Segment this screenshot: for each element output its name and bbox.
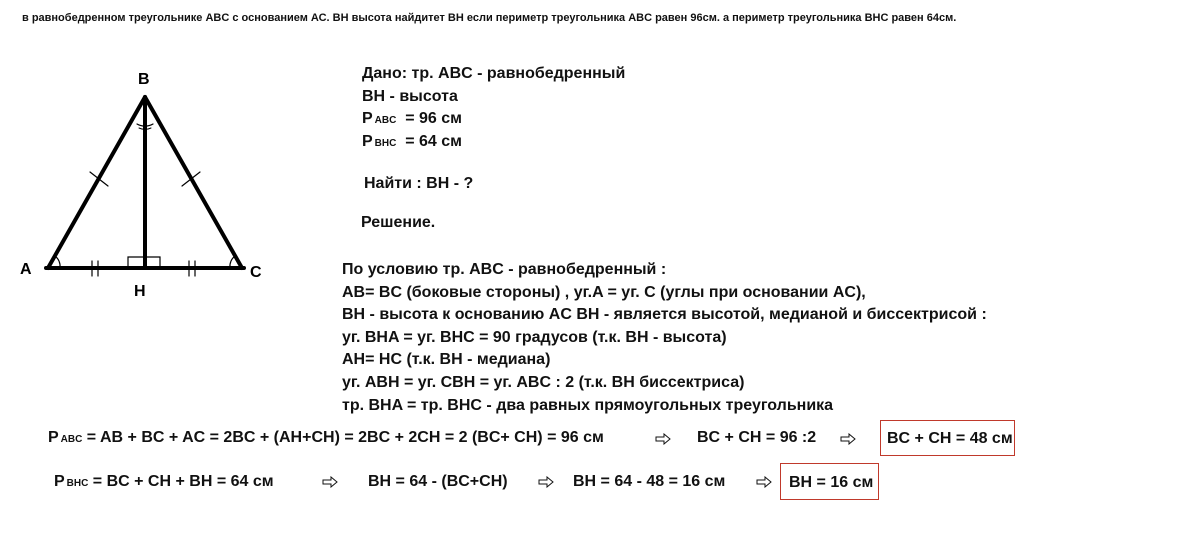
problem-statement: в равнобедренном треугольнике ABC с основанием АС. ВН высота найдитет ВН если периметр треугольника ABC равен 96см. а периметр треугольника ВНС равен 64см. — [22, 12, 957, 24]
reasoning-line-1: По условию тр. ABC - равнобедренный : — [342, 261, 667, 278]
reasoning-line-2: AB= BC (боковые стороны) , уг.A = уг. C (углы при основании AC), — [342, 284, 866, 301]
result-bh: BH = 16 см — [789, 474, 874, 491]
side-ab — [48, 97, 145, 268]
reasoning-line-6: уг. ABH = уг. CBH = уг. ABC : 2 (т.к. BH биссектриса) — [342, 374, 745, 391]
vertex-label-h: H — [134, 283, 146, 300]
vertex-label-b: B — [138, 71, 150, 88]
given-line-2: BH - высота — [362, 88, 458, 105]
right-arrow-icon — [756, 476, 772, 488]
reasoning-line-5: AH= HC (т.к. BH - медиана) — [342, 351, 551, 368]
right-arrow-icon — [655, 433, 671, 445]
vertex-label-a: A — [20, 261, 32, 278]
right-arrow-icon — [322, 476, 338, 488]
solution-heading: Решение. — [361, 214, 436, 231]
reasoning-line-7: тр. BHA = тр. BHC - два равных прямоугольных треугольника — [342, 397, 834, 414]
vertex-label-c: C — [250, 264, 262, 281]
equation-step-bc-ch: BC + CH = 96 :2 — [697, 429, 817, 446]
equation-bh-expression: BH = 64 - (BC+CH) — [368, 473, 508, 490]
given-perimeter-abc: PABC = 96 см — [362, 110, 462, 127]
side-bc — [145, 97, 242, 268]
triangle-figure — [0, 0, 320, 330]
reasoning-line-4: уг. BHA = уг. BHC = 90 градусов (т.к. BH - высота) — [342, 329, 727, 346]
equation-perimeter-abc: PABC = AB + BC + AC = 2BC + (AH+CH) = 2BC + 2CH = 2 (BC+ CH) = 96 см — [48, 429, 604, 446]
right-arrow-icon — [840, 433, 856, 445]
right-arrow-icon — [538, 476, 554, 488]
result-box-bc-ch — [880, 420, 1015, 456]
reasoning-line-3: BH - высота к основанию AC BH - является высотой, медианой и биссектрисой : — [342, 306, 987, 323]
equation-perimeter-bhc: PBHC = BC + CH + BH = 64 см — [54, 473, 274, 490]
result-box-bh — [780, 463, 879, 500]
result-bc-ch: BC + CH = 48 см — [887, 430, 1013, 447]
given-line-1: Дано: тр. ABC - равнобедренный — [362, 65, 626, 82]
find-line: Найти : BH - ? — [364, 175, 474, 192]
given-perimeter-bhc: PBHC = 64 см — [362, 133, 462, 150]
equation-bh-value: BH = 64 - 48 = 16 см — [573, 473, 726, 490]
